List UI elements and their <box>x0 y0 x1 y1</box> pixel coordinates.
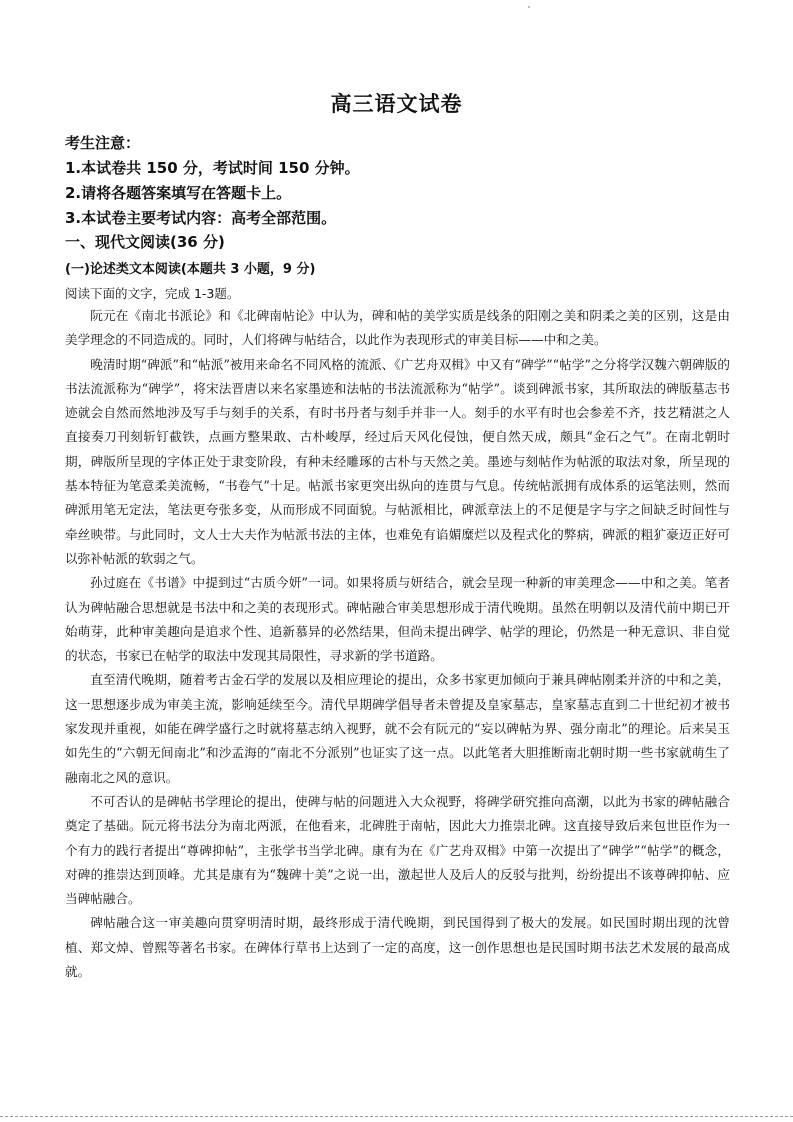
passage-paragraph: 碑帖融合这一审美趣向贯穿明清时期，最终形成于清代晚期，到民国得到了极大的发展。如民国时期出现的沈曾植、郑文焯、曾熙等著名书家。在碑体行草书上达到了一定的高度，这一创作思想也是民国时期书法艺术发展的最高成就。 <box>65 915 730 980</box>
passage-paragraph: 孙过庭在《书谱》中提到过“古质今妍”一词。如果将质与妍结合，就会呈现一种新的审美理念——中和之美。笔者认为碑帖融合思想就是书法中和之美的表现形式。碑帖融合审美思想形成于清代晚期。虽然在明朝以及清代前中期已开始萌芽，此种审美趣向是追求个性、追新慕异的必然结果，但尚未提出碑学、帖学的理论，仍然是一种无意识、非自觉的状态，书家已在帖学的取法中发现其局限性，寻求新的学书道路。 <box>65 575 730 664</box>
passage-paragraph: 晚清时期“碑派”和“帖派”被用来命名不同风格的流派、《广艺舟双楫》中又有“碑学”“帖学”之分将学汉魏六朝碑版的书法流派称为“碑学”，将宋法晋唐以来名家墨迹和法帖的书法流派称为“帖学”。谈到碑派书家，其所取法的碑版墓志书迹就会自然而然地涉及写手与刻手的关系，有时书丹者与刻手并非一人。刻手的水平有时也会参差不齐，技艺精湛之人直接奏刀刊刻斩钉截铁，点画方整果敢、古朴峻厚，经过后天风化侵蚀，便自然天成，颇具“金石之气”。在南北朝时期，碑版所呈现的字体正处于隶变阶段，有种未经雕琢的古朴与天然之美。墨迹与刻帖作为帖派的取法对象，所呈现的基本特征为笔意柔美流畅，“书卷气”十足。帖派书家更突出纵向的连贯与气息。传统帖派拥有成体系的运笔法则，然而碑派用笔无定法，笔法更夸张多变，从而形成不同面貌。与帖派相比，碑派章法上的不足便是字与字之间缺乏时间性与牵丝映带。与此同时，文人士大夫作为帖派书法的主体，也难免有谄媚糜烂以及程式化的弊病，碑派的粗犷豪迈正好可以弥补帖派的软弱之气。 <box>65 356 730 566</box>
notice-item: 3.本试卷主要考试内容：高考全部范围。 <box>65 209 337 227</box>
notice-heading: 考生注意： <box>65 134 141 152</box>
passage-paragraph: 不可否认的是碑帖书学理论的提出，使碑与帖的问题进入大众视野，将碑学研究推向高潮，以此为书家的碑帖融合奠定了基础。阮元将书法分为南北两派，在他看来，北碑胜于南帖，因此大力推崇北碑。这直接导致后来包世臣作为一个有力的践行者提出“尊碑抑帖”，主张学书当学北碑。康有为在《广艺舟双楫》中第一次提出了“碑学”“帖学”的概念，对碑的推崇达到顶峰。尤其是康有为“魏碑十美”之说一出，激起世人及后人的反驳与批判，纷纷提出不该尊碑抑帖、应当碑帖融合。 <box>65 793 730 907</box>
section-heading: 一、现代文阅读(36 分) <box>65 233 225 251</box>
passage-paragraph: 直至清代晚期，随着考古金石学的发展以及相应理论的提出，众多书家更加倾向于兼具碑帖刚柔并济的中和之美，这一思想逐步成为审美主流，影响延续至今。清代早期碑学倡导者未曾提及皇家墓志，皇家墓志直到二十世纪初才被书家发现并重视，如能在碑学盛行之时就将墓志纳入视野，就不会有阮元的“妄以碑帖为界、强分南北”的理论。后来吴玉如先生的“六朝无间南北”和沙孟海的“南北不分派别”也证实了这一点。以此笔者大胆推断南北朝时期一些书家就萌生了融南北之风的意识。 <box>65 672 730 785</box>
scan-speck <box>528 6 530 8</box>
page-bottom-divider <box>0 1116 793 1117</box>
passage-paragraph: 阮元在《南北书派论》和《北碑南帖论》中认为，碑和帖的美学实质是线条的阳刚之美和阴柔之美的区别，这是由美学理念的不同造成的。同时，人们将碑与帖结合，以此作为表现形式的审美目标——中和之美。 <box>65 308 730 348</box>
page-title: 高三语文试卷 <box>330 92 463 116</box>
reading-passage <box>65 304 730 984</box>
candidate-notice <box>65 131 735 231</box>
notice-item: 1.本试卷共 150 分，考试时间 150 分钟。 <box>65 159 360 177</box>
notice-item: 2.请将各题答案填写在答题卡上。 <box>65 184 292 202</box>
reading-instruction: 阅读下面的文字，完成 1-3题。 <box>65 286 240 301</box>
subsection-heading: (一)论述类文本阅读(本题共 3 小题，9 分) <box>65 262 316 277</box>
